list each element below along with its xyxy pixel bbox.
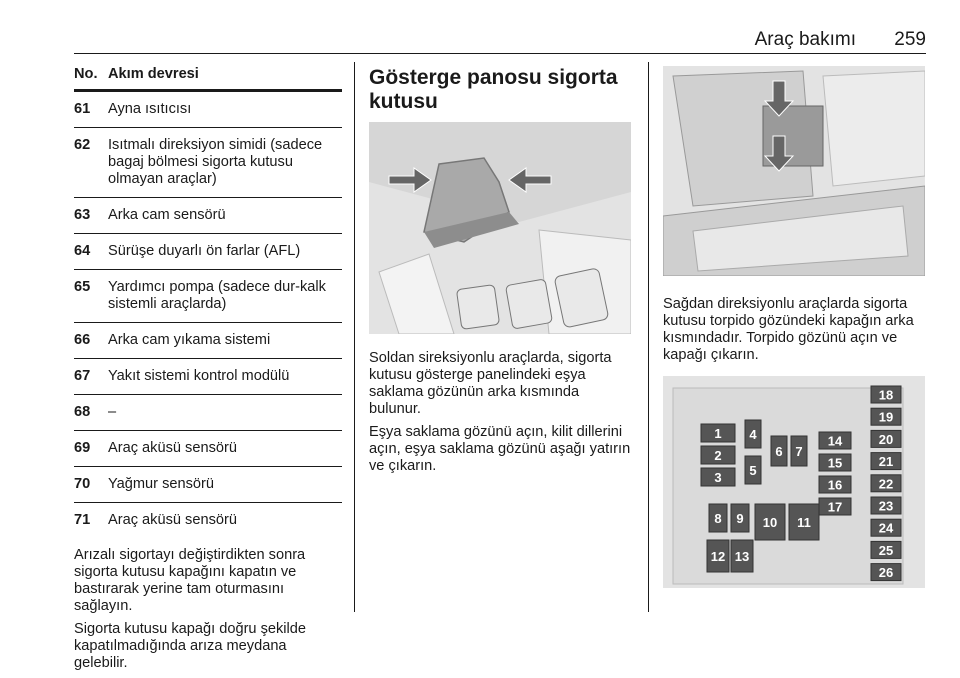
fuse-number: 69 <box>74 440 91 456</box>
circuit-description: Araç aküsü sensörü <box>108 440 237 456</box>
fuse-number: 61 <box>74 101 91 117</box>
fuse-21 <box>871 453 901 470</box>
fuse-10 <box>755 504 785 540</box>
section-text <box>369 350 633 475</box>
svg-text:13: 13 <box>734 549 750 564</box>
col-circuit-header: Akım devresi <box>108 66 199 82</box>
table-row <box>74 323 342 359</box>
fuse-table-column <box>74 66 342 678</box>
fuse-6 <box>771 436 787 466</box>
svg-text:18: 18 <box>878 387 894 403</box>
fuse-11 <box>789 504 819 540</box>
fuse-number: 63 <box>74 207 91 223</box>
table-row <box>74 234 342 270</box>
svg-text:14: 14 <box>827 433 843 449</box>
fuse-17 <box>819 498 851 515</box>
rhd-section <box>663 66 925 588</box>
fuse-20 <box>871 430 901 447</box>
fuse-2 <box>701 446 735 464</box>
svg-text:8: 8 <box>714 511 722 526</box>
table-row <box>74 128 342 198</box>
column-divider <box>648 62 649 612</box>
svg-text:10: 10 <box>762 515 778 530</box>
fuse-7 <box>791 436 807 466</box>
table-row <box>74 270 342 323</box>
fuse-18 <box>871 386 901 403</box>
svg-text:9: 9 <box>736 511 744 526</box>
circuit-description: Ayna ısıtıcısı <box>108 101 192 117</box>
svg-text:2: 2 <box>714 448 722 463</box>
table-row <box>74 92 342 128</box>
circuit-description: Yağmur sensörü <box>108 476 214 492</box>
svg-text:25: 25 <box>878 542 894 558</box>
svg-text:20: 20 <box>878 431 894 447</box>
svg-text:22: 22 <box>878 476 894 492</box>
header-rule <box>74 53 926 54</box>
circuit-description: Arka cam sensörü <box>108 207 226 223</box>
circuit-description: Arka cam yıkama sistemi <box>108 332 271 348</box>
paragraph: Arızalı sigortayı değiştirdikten sonra sigorta kutusu kapağını kapatın ve bastırarak yerine tam oturmasını sağlayın. <box>74 547 306 614</box>
svg-text:21: 21 <box>878 454 894 470</box>
fuse-9 <box>731 504 749 532</box>
lhd-glovebox-illustration <box>369 122 631 334</box>
table-body <box>74 92 342 538</box>
fuse-24 <box>871 519 901 536</box>
column-text <box>74 547 342 672</box>
svg-text:23: 23 <box>878 498 894 514</box>
fuse-box-diagram <box>663 376 925 588</box>
page-header <box>74 29 926 51</box>
fuse-number: 68 <box>74 404 91 420</box>
paragraph: Eşya saklama gözünü açın, kilit dillerini açın, eşya saklama gözünü aşağı yatırın ve çıkarın. <box>369 424 631 474</box>
fuse-number: 64 <box>74 243 91 259</box>
svg-text:5: 5 <box>749 463 757 478</box>
fuse-3 <box>701 468 735 486</box>
rhd-text: Sağdan direksiyonlu araçlarda sigorta kutusu torpido gözündeki kapağın arka kısmındadır. Torpido gözünü açın ve kapağı çıkarın. <box>663 296 914 363</box>
table-row <box>74 359 342 395</box>
circuit-description: – <box>108 404 117 420</box>
fuse-number: 62 <box>74 137 91 153</box>
table-row <box>74 503 342 538</box>
svg-text:24: 24 <box>878 520 894 536</box>
rhd-glovebox-illustration <box>663 66 925 276</box>
page-number: 259 <box>894 29 926 50</box>
fuse-number: 67 <box>74 368 91 384</box>
fuse-14 <box>819 432 851 449</box>
circuit-description: Yakıt sistemi kontrol modülü <box>108 368 290 384</box>
table-row <box>74 467 342 503</box>
svg-text:19: 19 <box>878 409 894 425</box>
instrument-panel-section <box>369 66 633 481</box>
table-row <box>74 198 342 234</box>
section-title: Gösterge panosu sigorta kutusu <box>369 66 618 113</box>
fuse-23 <box>871 497 901 514</box>
circuit-description: Yardımcı pompa (sadece dur-kalk sistemli araçlarda) <box>108 279 326 312</box>
svg-text:17: 17 <box>827 499 843 515</box>
svg-text:15: 15 <box>827 455 843 471</box>
svg-text:4: 4 <box>749 427 757 442</box>
fuse-number: 71 <box>74 512 91 528</box>
paragraph: Soldan sireksiyonlu araçlarda, sigorta kutusu gösterge panelindeki eşya saklama gözünün arka kısmında bulunur. <box>369 350 612 417</box>
circuit-description: Araç aküsü sensörü <box>108 512 237 528</box>
fuse-4 <box>745 420 761 448</box>
fuse-5 <box>745 456 761 484</box>
table-row <box>74 395 342 431</box>
fuse-16 <box>819 476 851 493</box>
fuse-19 <box>871 408 901 425</box>
svg-text:1: 1 <box>714 426 722 441</box>
svg-text:6: 6 <box>775 444 783 459</box>
fuse-26 <box>871 564 901 581</box>
fuse-12 <box>707 540 729 572</box>
svg-text:7: 7 <box>795 444 803 459</box>
section-heading: Araç bakımı <box>754 29 856 50</box>
svg-text:26: 26 <box>878 565 894 581</box>
svg-text:3: 3 <box>714 470 722 485</box>
fuse-22 <box>871 475 901 492</box>
fuse-number: 70 <box>74 476 91 492</box>
circuit-description: Sürüşe duyarlı ön farlar (AFL) <box>108 243 301 259</box>
fuse-15 <box>819 454 851 471</box>
fuse-25 <box>871 541 901 558</box>
fuse-number: 66 <box>74 332 91 348</box>
paragraph: Sigorta kutusu kapağı doğru şekilde kapatılmadığında arıza meydana gelebilir. <box>74 621 307 671</box>
fuse-1 <box>701 424 735 442</box>
column-divider <box>354 62 355 612</box>
svg-text:11: 11 <box>797 515 811 530</box>
col-no-header: No. <box>74 66 98 82</box>
fuse-number: 65 <box>74 279 91 295</box>
svg-text:16: 16 <box>827 477 843 493</box>
fuse-8 <box>709 504 727 532</box>
table-row <box>74 431 342 467</box>
table-header <box>74 66 342 92</box>
svg-text:12: 12 <box>710 549 726 564</box>
circuit-description: Isıtmalı direksiyon simidi (sadece bagaj bölmesi sigorta kutusu olmayan araçlar) <box>108 137 323 187</box>
fuse-13 <box>731 540 753 572</box>
